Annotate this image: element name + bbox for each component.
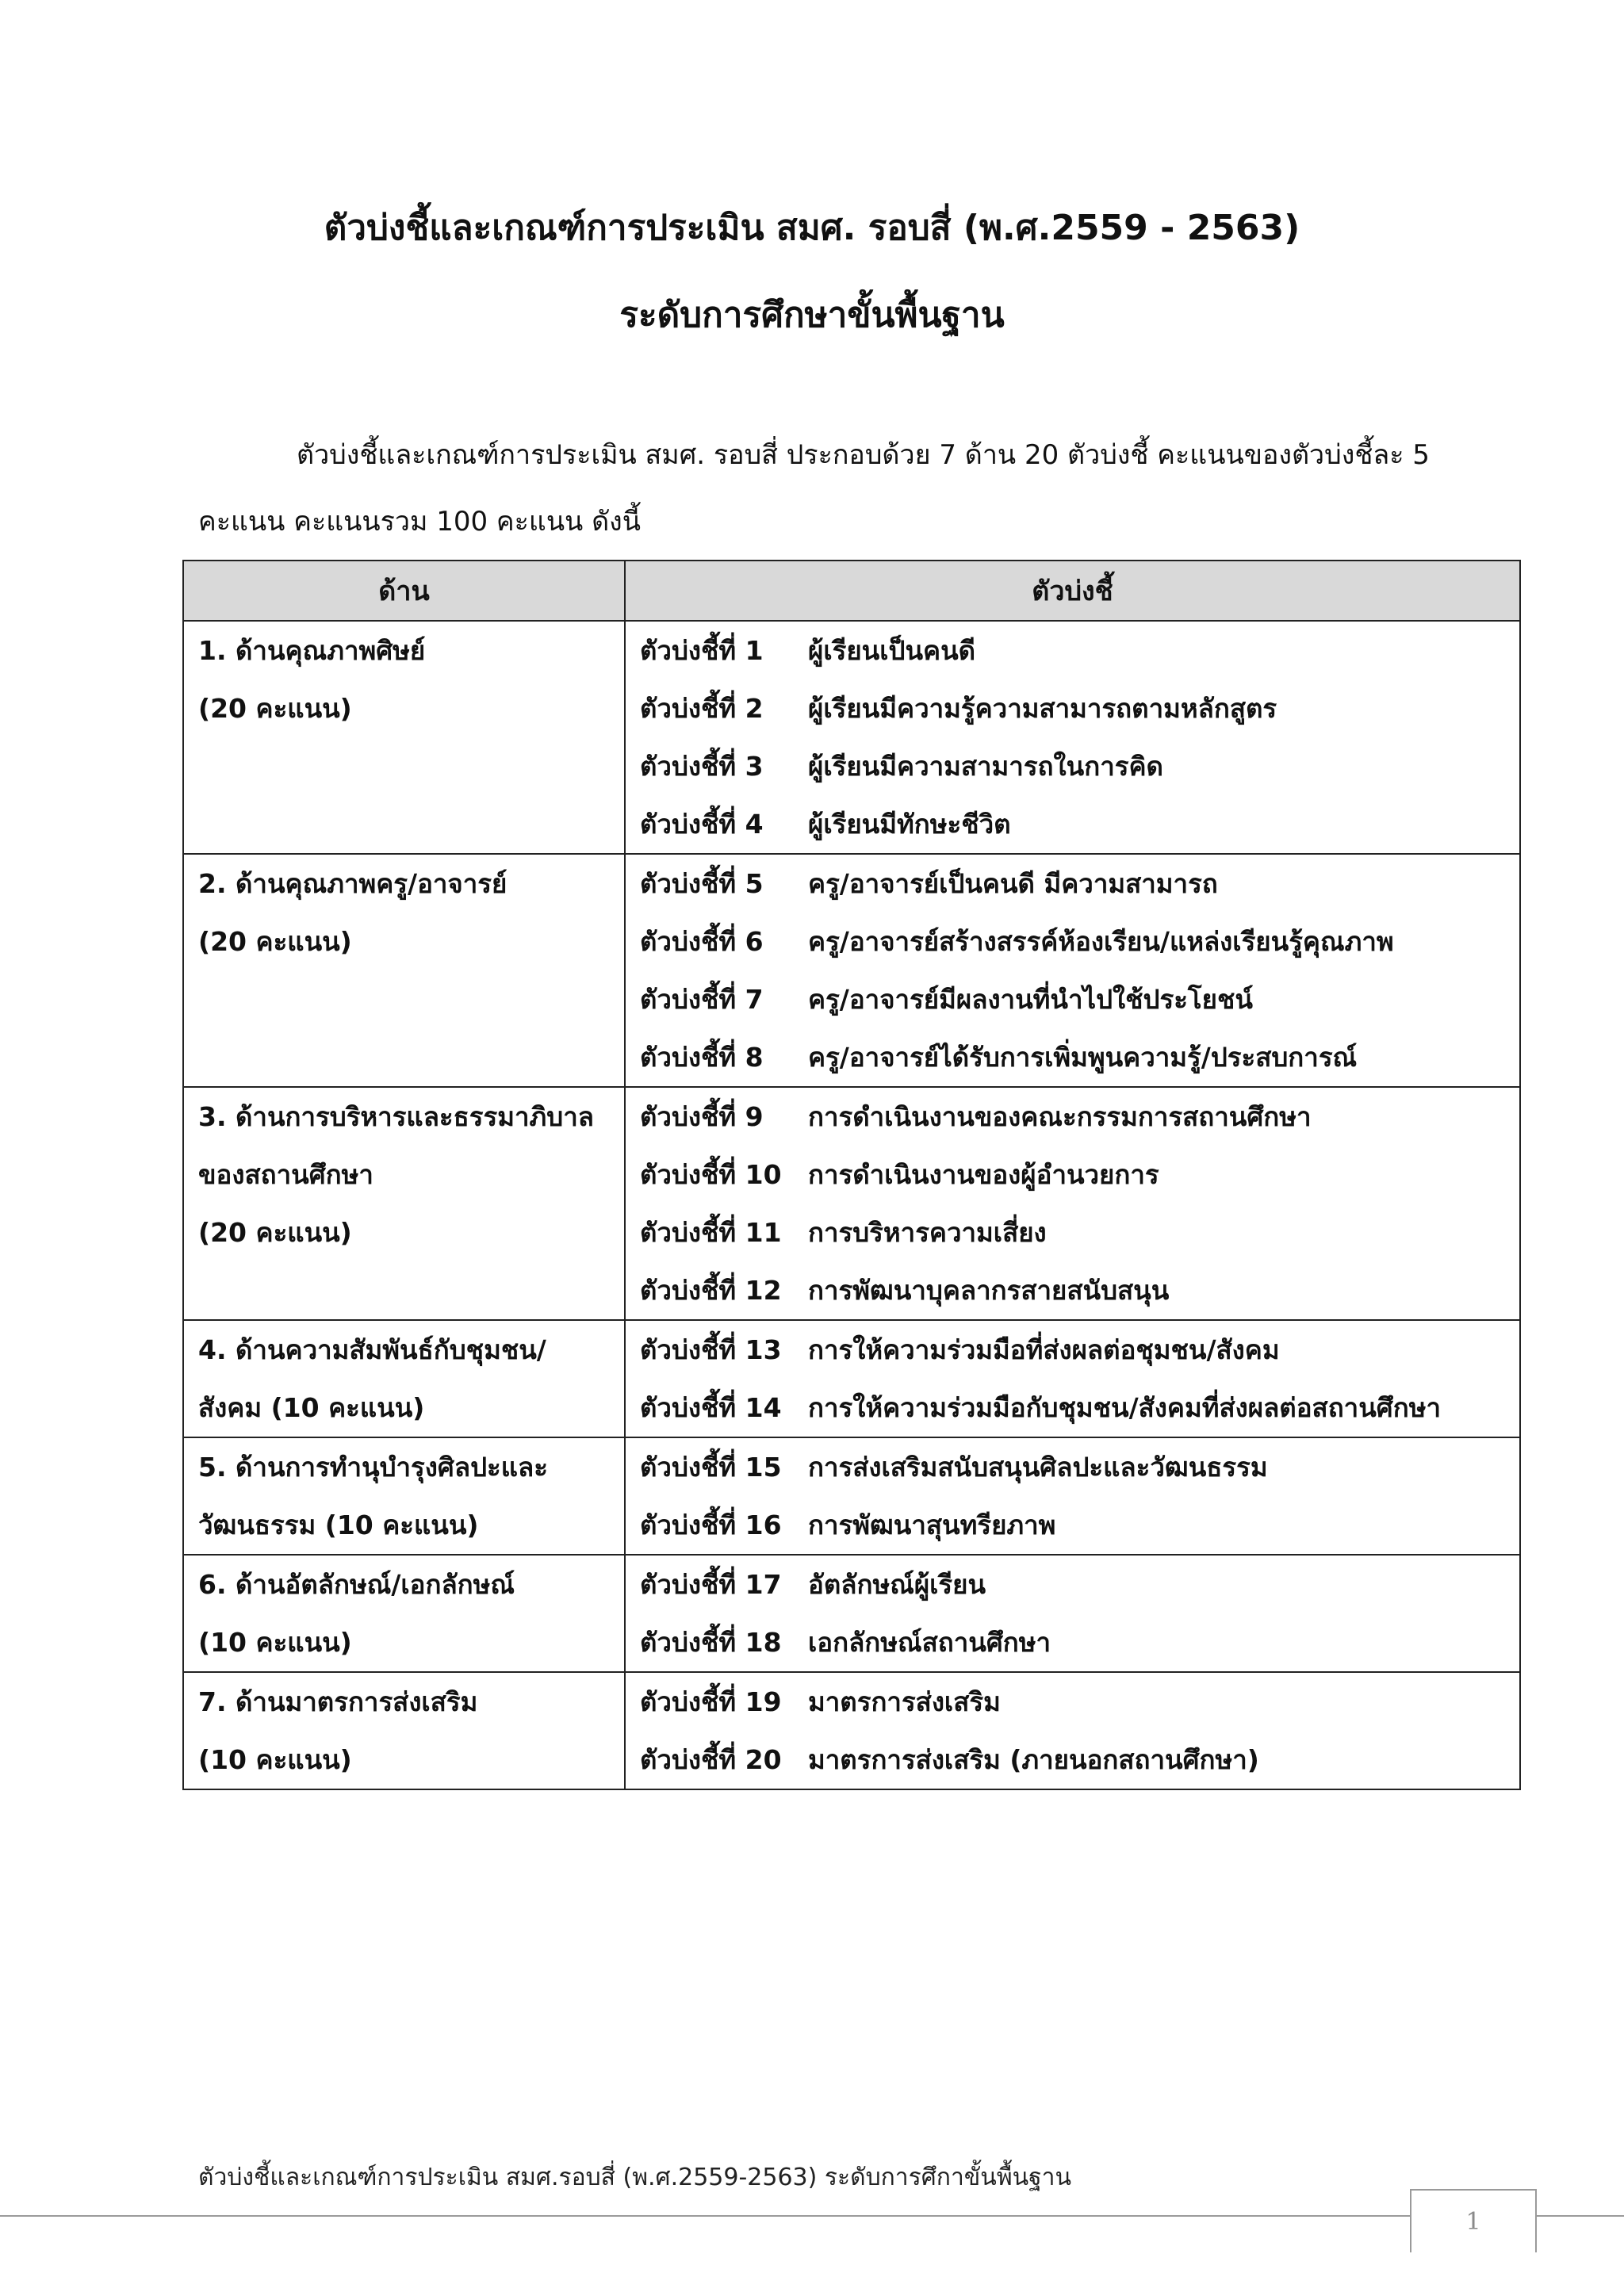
indicator-item	[640, 1438, 1505, 1496]
indicator-item	[640, 737, 1505, 795]
area-cell	[183, 1555, 625, 1672]
indicator-text: การบริหารความเสี่ยง	[808, 1217, 1047, 1248]
indicator-text: ครู/อาจารย์สร้างสรรค์ห้องเรียน/แหล่งเรียนรู้คุณภาพ	[808, 926, 1394, 957]
area-label-line: 1. ด้านคุณภาพศิษย์	[198, 635, 426, 666]
footer-divider-right	[1537, 2215, 1624, 2217]
indicator-item	[640, 855, 1505, 913]
area-label-line: ของสถานศึกษา	[198, 1159, 373, 1190]
indicator-cell	[625, 1320, 1520, 1437]
area-label-line: (10 คะแนน)	[198, 1627, 352, 1658]
indicator-number: ตัวบ่งชี้ที่ 3	[640, 751, 764, 782]
indicator-item	[640, 1028, 1505, 1086]
indicator-text: การให้ความร่วมมือที่ส่งผลต่อชุมชน/สังคม	[808, 1334, 1280, 1365]
indicator-text: เอกลักษณ์สถานศึกษา	[808, 1627, 1051, 1658]
area-label-line: วัฒนธรรม (10 คะแนน)	[198, 1510, 479, 1540]
footer-divider	[0, 2215, 1410, 2217]
indicator-number: ตัวบ่งชี้ที่ 19	[640, 1686, 782, 1717]
indicator-number: ตัวบ่งชี้ที่ 5	[640, 868, 764, 899]
area-label-line: (20 คะแนน)	[198, 1217, 352, 1248]
area-cell	[183, 1320, 625, 1437]
indicator-number: ตัวบ่งชี้ที่ 14	[640, 1392, 782, 1423]
indicator-item	[640, 1146, 1505, 1203]
area-cell	[183, 1437, 625, 1555]
table-row	[183, 1555, 1520, 1672]
indicator-number: ตัวบ่งชี้ที่ 13	[640, 1334, 782, 1365]
indicator-number: ตัวบ่งชี้ที่ 17	[640, 1569, 782, 1600]
indicator-cell	[625, 621, 1520, 854]
indicator-number: ตัวบ่งชี้ที่ 6	[640, 926, 764, 957]
indicator-item	[640, 1379, 1505, 1437]
table-body	[183, 621, 1520, 1789]
indicator-item	[640, 1261, 1505, 1319]
indicator-number: ตัวบ่งชี้ที่ 16	[640, 1510, 782, 1540]
intro-paragraph-line-2: คะแนน คะแนนรวม 100 คะแนน ดังนี้	[198, 506, 642, 538]
indicator-text: การให้ความร่วมมือกับชุมชน/สังคมที่ส่งผลต่อสถานศึกษา	[808, 1392, 1441, 1423]
table-row	[183, 1320, 1520, 1437]
indicator-item	[640, 679, 1505, 737]
intro-paragraph-line-1: ตัวบ่งชี้และเกณฑ์การประเมิน สมศ. รอบสี่ ประกอบด้วย 7 ด้าน 20 ตัวบ่งชี้ คะแนนของตัวบ่งชี้ละ 5	[297, 439, 1430, 471]
indicator-number: ตัวบ่งชี้ที่ 11	[640, 1217, 782, 1248]
area-cell	[183, 1672, 625, 1789]
indicator-cell	[625, 1672, 1520, 1789]
indicator-item	[640, 1556, 1505, 1613]
indicator-text: ครู/อาจารย์มีผลงานที่นำไปใช้ประโยชน์	[808, 984, 1253, 1015]
indicator-item	[640, 622, 1505, 679]
indicator-text: การพัฒนาสุนทรียภาพ	[808, 1510, 1056, 1540]
indicator-text: ครู/อาจารย์เป็นคนดี มีความสามารถ	[808, 868, 1218, 899]
area-cell	[183, 621, 625, 854]
indicator-text: มาตรการส่งเสริม	[808, 1686, 1001, 1717]
indicator-text: การดำเนินงานของคณะกรรมการสถานศึกษา	[808, 1101, 1312, 1132]
indicator-cell	[625, 1555, 1520, 1672]
indicator-text: ครู/อาจารย์ได้รับการเพิ่มพูนความรู้/ประสบการณ์	[808, 1042, 1358, 1073]
indicator-item	[640, 1088, 1505, 1146]
indicator-text: การส่งเสริมสนับสนุนศิลปะและวัฒนธรรม	[808, 1452, 1268, 1483]
indicator-cell	[625, 854, 1520, 1087]
indicator-text: ผู้เรียนมีทักษะชีวิต	[808, 809, 1011, 840]
indicator-item	[640, 970, 1505, 1028]
area-label-line: 3. ด้านการบริหารและธรรมาภิบาล	[198, 1101, 594, 1132]
document-title: ตัวบ่งชี้และเกณฑ์การประเมิน สมศ. รอบสี่ (พ.ศ.2559 - 2563)	[324, 208, 1300, 248]
area-label-line: (10 คะแนน)	[198, 1744, 352, 1775]
indicator-number: ตัวบ่งชี้ที่ 18	[640, 1627, 782, 1658]
area-label-line: (20 คะแนน)	[198, 926, 352, 957]
indicator-item	[640, 913, 1505, 970]
indicator-item	[640, 1613, 1505, 1671]
area-cell	[183, 854, 625, 1087]
indicator-text: ผู้เรียนมีความสามารถในการคิด	[808, 751, 1163, 782]
area-label-line: 4. ด้านความสัมพันธ์กับชุมชน/	[198, 1334, 546, 1365]
table-row	[183, 1437, 1520, 1555]
indicator-text: ผู้เรียนมีความรู้ความสามารถตามหลักสูตร	[808, 693, 1277, 724]
table-header-row	[183, 561, 1520, 621]
indicator-cell	[625, 1087, 1520, 1320]
indicator-number: ตัวบ่งชี้ที่ 8	[640, 1042, 764, 1073]
indicator-text: การดำเนินงานของผู้อำนวยการ	[808, 1159, 1159, 1190]
indicator-item	[640, 1673, 1505, 1731]
indicator-item	[640, 1321, 1505, 1379]
indicator-text: ผู้เรียนเป็นคนดี	[808, 635, 976, 666]
indicator-item	[640, 795, 1505, 853]
indicator-text: มาตรการส่งเสริม (ภายนอกสถานศึกษา)	[808, 1744, 1259, 1775]
indicator-number: ตัวบ่งชี้ที่ 1	[640, 635, 764, 666]
header-indicator: ตัวบ่งชี้	[625, 561, 1520, 621]
indicator-item	[640, 1496, 1505, 1554]
area-label-line: 5. ด้านการทำนุบำรุงศิลปะและ	[198, 1452, 548, 1483]
indicator-text: การพัฒนาบุคลากรสายสนับสนุน	[808, 1275, 1170, 1306]
indicator-text: อัตลักษณ์ผู้เรียน	[808, 1569, 986, 1600]
indicator-number: ตัวบ่งชี้ที่ 9	[640, 1101, 764, 1132]
indicator-number: ตัวบ่งชี้ที่ 4	[640, 809, 764, 840]
indicator-cell	[625, 1437, 1520, 1555]
indicator-number: ตัวบ่งชี้ที่ 2	[640, 693, 764, 724]
page-number: 1	[1410, 2189, 1537, 2252]
document-subtitle: ระดับการศึกษาขั้นพื้นฐาน	[619, 295, 1005, 335]
indicator-item	[640, 1203, 1505, 1261]
indicator-number: ตัวบ่งชี้ที่ 15	[640, 1452, 782, 1483]
area-label-line: 2. ด้านคุณภาพครู/อาจารย์	[198, 868, 508, 899]
table-row	[183, 621, 1520, 854]
indicator-number: ตัวบ่งชี้ที่ 12	[640, 1275, 782, 1306]
indicator-item	[640, 1731, 1505, 1789]
area-label-line: (20 คะแนน)	[198, 693, 352, 724]
indicator-number: ตัวบ่งชี้ที่ 20	[640, 1744, 782, 1775]
header-area: ด้าน	[183, 561, 625, 621]
area-label-line: สังคม (10 คะแนน)	[198, 1392, 425, 1423]
footer-text: ตัวบ่งชี้และเกณฑ์การประเมิน สมศ.รอบสี่ (พ.ศ.2559-2563) ระดับการศึกาขั้นพื้นฐาน	[198, 2164, 1072, 2191]
area-cell	[183, 1087, 625, 1320]
table-row	[183, 1087, 1520, 1320]
area-label-line: 7. ด้านมาตรการส่งเสริม	[198, 1686, 478, 1717]
area-label-line: 6. ด้านอัตลักษณ์/เอกลักษณ์	[198, 1569, 515, 1600]
table-row	[183, 854, 1520, 1087]
table-row	[183, 1672, 1520, 1789]
indicator-table	[182, 560, 1521, 1790]
indicator-number: ตัวบ่งชี้ที่ 10	[640, 1159, 782, 1190]
indicator-number: ตัวบ่งชี้ที่ 7	[640, 984, 764, 1015]
